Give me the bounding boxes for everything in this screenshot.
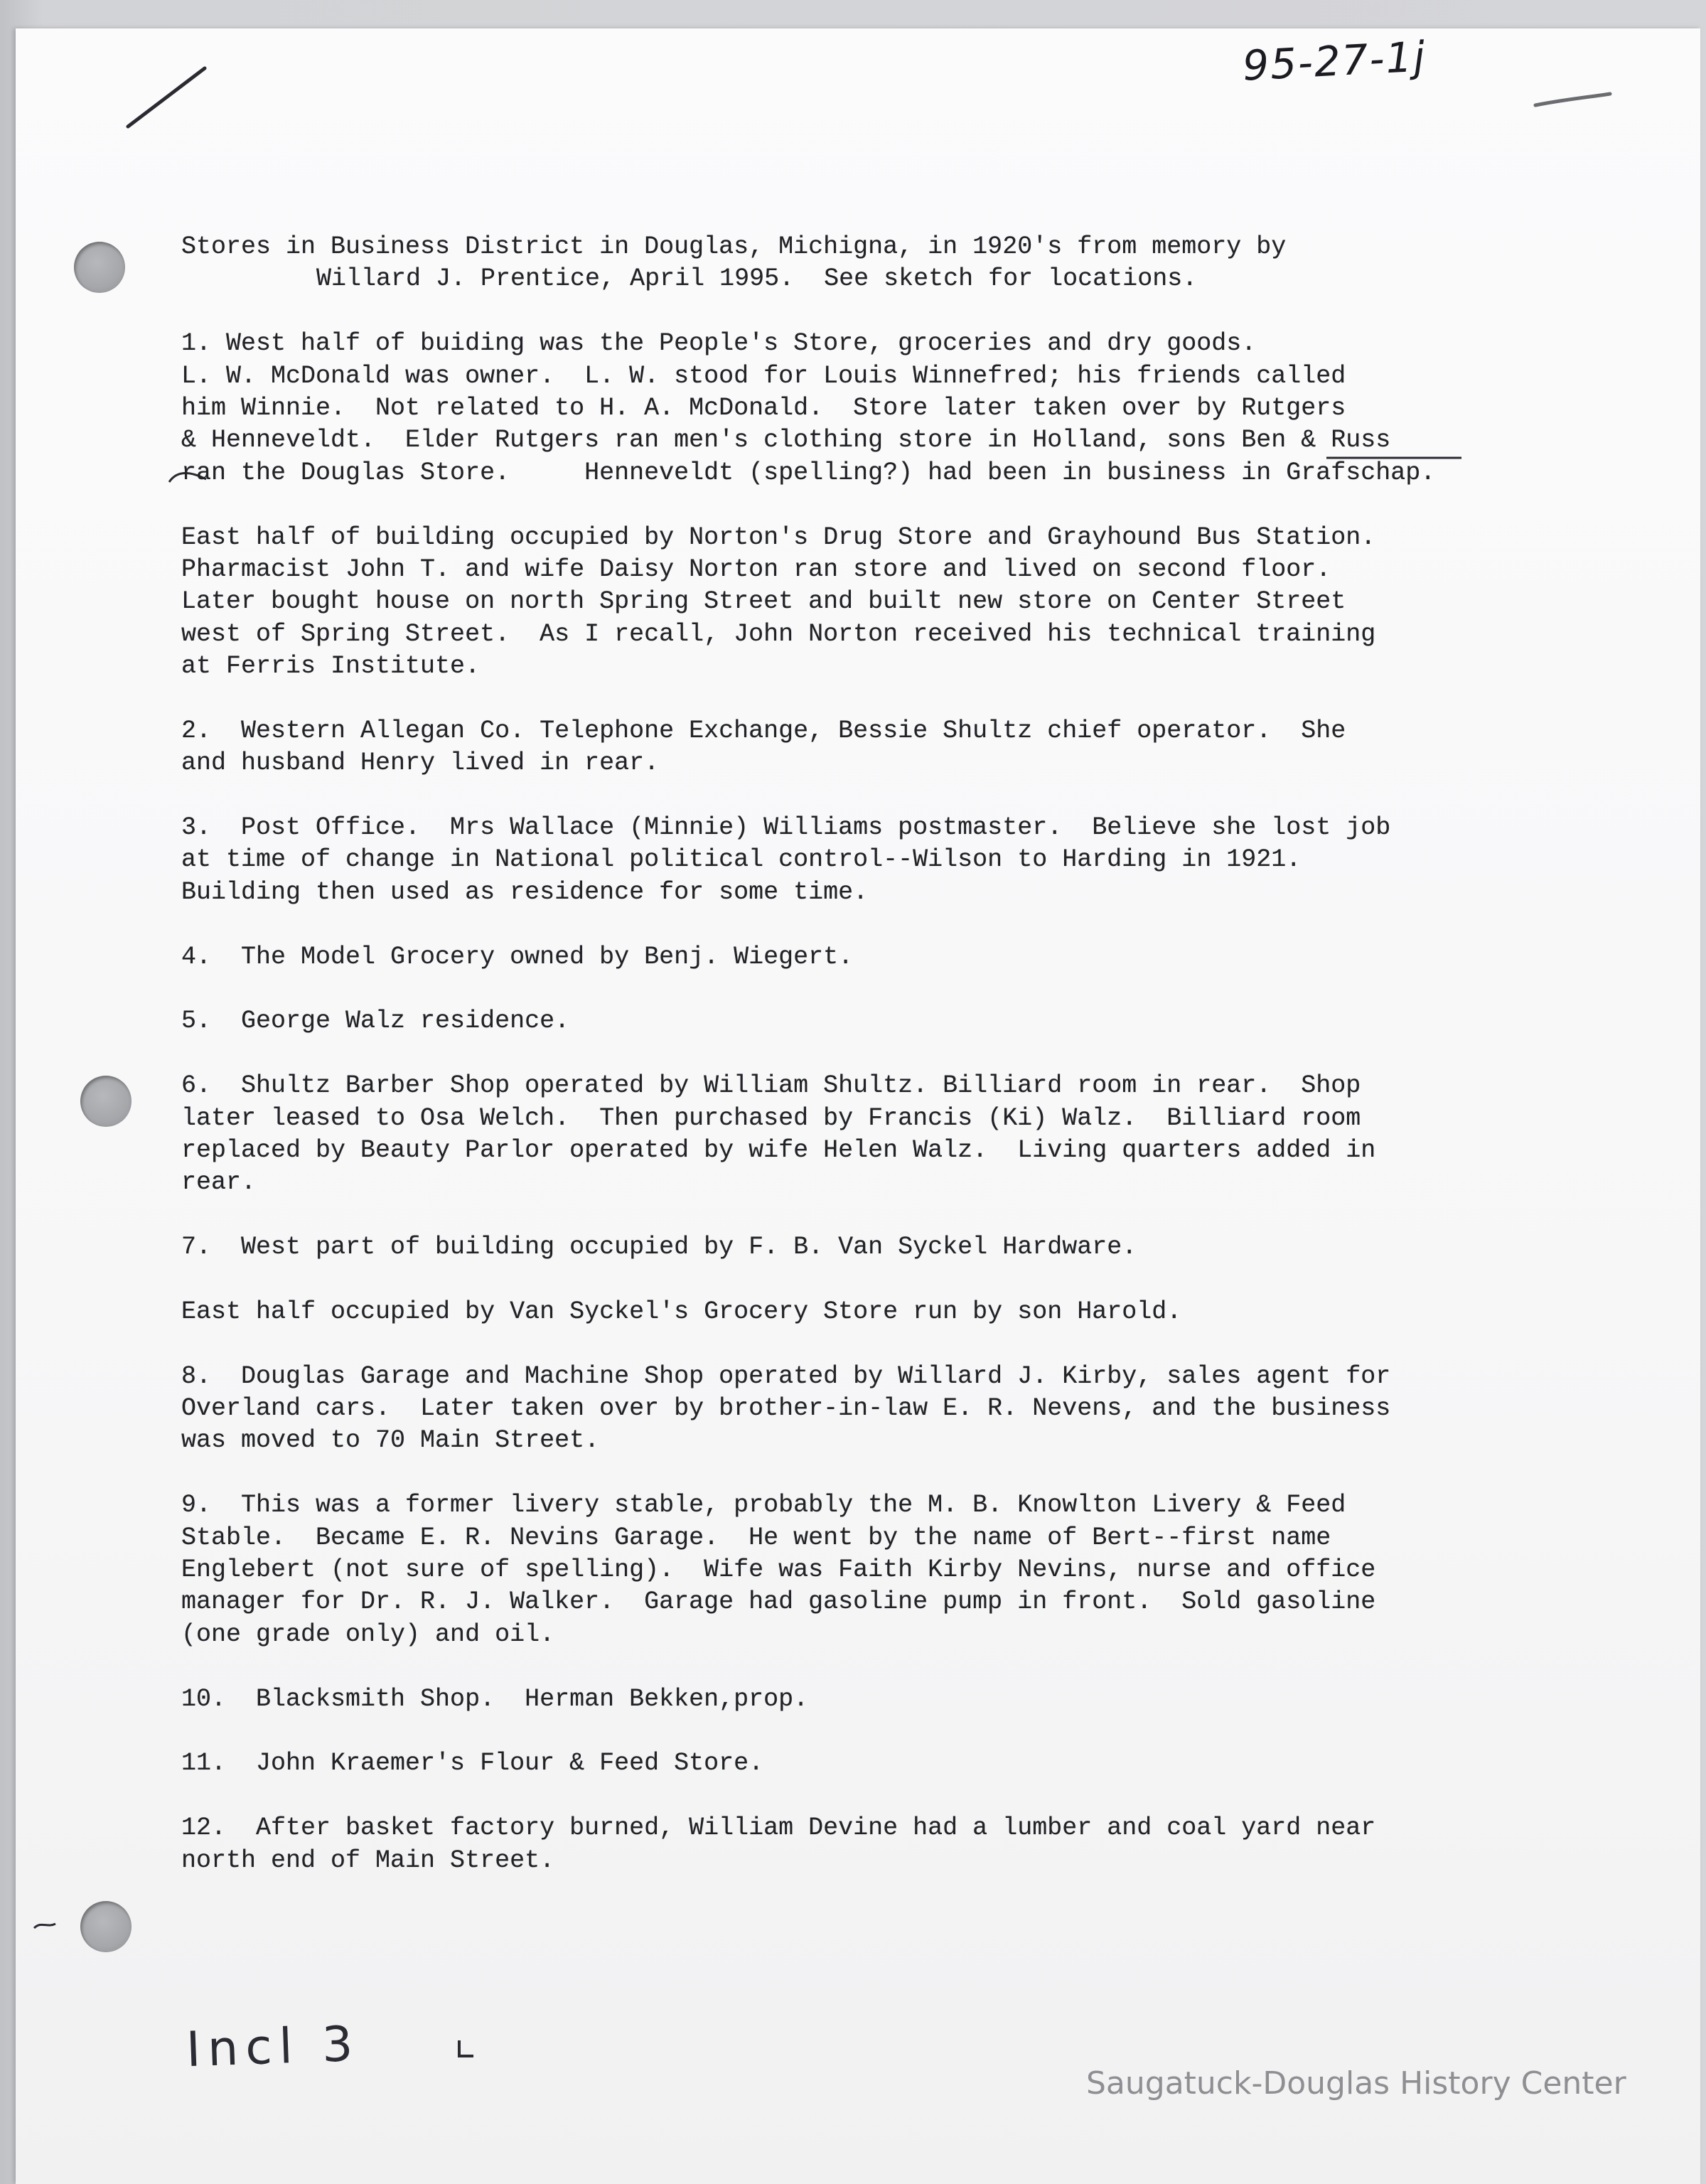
entry-6-line-1: 6. Shultz Barber Shop operated by William Shultz. Billiard room in rear. Shop bbox=[181, 1071, 1361, 1101]
entry-12-line-2: north end of Main Street. bbox=[181, 1846, 555, 1875]
entry-3-line-1: 3. Post Office. Mrs Wallace (Minnie) Williams postmaster. Believe she lost job bbox=[181, 813, 1391, 842]
entry-4-line-1: 4. The Model Grocery owned by Benj. Wiegert. bbox=[181, 942, 854, 971]
entry-1-east bbox=[181, 522, 1567, 683]
entry-7-east bbox=[181, 1296, 1567, 1328]
entry-1-line-5: ran the Douglas Store. Henneveldt (spelling?) had been in business in Grafschap. bbox=[181, 458, 1436, 487]
entry-1-line-2: L. W. McDonald was owner. L. W. stood for Louis Winnefred; his friends called bbox=[181, 361, 1346, 390]
entry-9 bbox=[181, 1489, 1567, 1651]
entry-9-line-5: (one grade only) and oil. bbox=[181, 1620, 555, 1649]
entry-9-line-2: Stable. Became E. R. Nevins Garage. He went by the name of Bert--first name bbox=[181, 1523, 1331, 1552]
entry-9-line-4: manager for Dr. R. J. Walker. Garage had gasoline pump in front. Sold gasoline bbox=[181, 1588, 1376, 1617]
entry-6-line-2: later leased to Osa Welch. Then purchased by Francis (Ki) Walz. Billiard room bbox=[181, 1103, 1361, 1133]
handwritten-L-icon bbox=[459, 2040, 473, 2056]
entry-12 bbox=[181, 1812, 1567, 1877]
handwritten-note: Incl 3 bbox=[185, 2016, 361, 2079]
entry-6-line-3: replaced by Beauty Parlor operated by wife Helen Walz. Living quarters added in bbox=[181, 1135, 1376, 1165]
entry-1-east-line-5: at Ferris Institute. bbox=[181, 652, 481, 681]
entry-1-east-line-4: west of Spring Street. As I recall, John Norton received his technical training bbox=[181, 619, 1376, 648]
entry-1-east-line-1: East half of building occupied by Norton's Drug Store and Grayhound Bus Station. bbox=[181, 523, 1376, 552]
entry-5-line-1: 5. George Walz residence. bbox=[181, 1007, 570, 1036]
title-line-1: Stores in Business District in Douglas, Michigna, in 1920's from memory by bbox=[181, 232, 1287, 261]
title-line-2: Willard J. Prentice, April 1995. See sketch for locations. bbox=[316, 264, 1198, 294]
entry-2 bbox=[181, 715, 1567, 780]
entry-7 bbox=[181, 1231, 1567, 1263]
entry-10-line-1: 10. Blacksmith Shop. Herman Bekken,prop. bbox=[181, 1684, 809, 1713]
entry-6-line-4: rear. bbox=[181, 1168, 257, 1197]
entry-1-line-4: & Henneveldt. Elder Rutgers ran men's clothing store in Holland, sons Ben & Russ bbox=[181, 426, 1391, 455]
entry-1-east-line-2: Pharmacist John T. and wife Daisy Norton ran store and lived on second floor. bbox=[181, 555, 1331, 584]
entry-9-line-3: Englebert (not sure of spelling). Wife was Faith Kirby Nevins, nurse and office bbox=[181, 1556, 1376, 1585]
entry-11 bbox=[181, 1747, 1567, 1779]
entry-7-east-line-1: East half occupied by Van Syckel's Grocery Store run by son Harold. bbox=[181, 1297, 1182, 1326]
entry-8-line-1: 8. Douglas Garage and Machine Shop operated by Willard J. Kirby, sales agent for bbox=[181, 1361, 1391, 1391]
entry-9-line-1: 9. This was a former livery stable, probably the M. B. Knowlton Livery & Feed bbox=[181, 1491, 1346, 1520]
entry-10 bbox=[181, 1684, 1567, 1715]
entry-3-line-2: at time of change in National political control--Wilson to Harding in 1921. bbox=[181, 845, 1302, 874]
slash-mark-icon bbox=[128, 68, 205, 127]
entry-8 bbox=[181, 1361, 1567, 1457]
entry-1-line-3: him Winnie. Not related to H. A. McDonald. Store later taken over by Rutgers bbox=[181, 393, 1346, 422]
document-number: 95-27-1j bbox=[1241, 32, 1428, 90]
entry-2-line-2: and husband Henry lived in rear. bbox=[181, 749, 660, 778]
entry-11-line-1: 11. John Kraemer's Flour & Feed Store. bbox=[181, 1749, 764, 1778]
pencil-smudge-icon bbox=[1535, 94, 1610, 105]
entry-2-line-1: 2. Western Allegan Co. Telephone Exchange, Bessie Shultz chief operator. She bbox=[181, 716, 1346, 745]
archive-watermark: Saugatuck-Douglas History Center bbox=[1086, 2065, 1626, 2102]
entry-8-line-3: was moved to 70 Main Street. bbox=[181, 1426, 600, 1455]
entry-4 bbox=[181, 941, 1567, 973]
entry-5 bbox=[181, 1005, 1567, 1037]
entry-8-line-2: Overland cars. Later taken over by brother-in-law E. R. Nevens, and the business bbox=[181, 1394, 1391, 1423]
entry-3-line-3: Building then used as residence for some time. bbox=[181, 877, 869, 906]
entry-1-line-1: 1. West half of buiding was the People's Store, groceries and dry goods. bbox=[181, 329, 1257, 358]
entry-3 bbox=[181, 812, 1567, 909]
entry-12-line-1: 12. After basket factory burned, William Devine had a lumber and coal yard near bbox=[181, 1814, 1376, 1843]
entry-1 bbox=[181, 328, 1567, 489]
margin-tick-icon bbox=[34, 1924, 55, 1928]
entry-6 bbox=[181, 1070, 1567, 1199]
entry-7-line-1: 7. West part of building occupied by F. B. Van Syckel Hardware. bbox=[181, 1233, 1137, 1262]
typed-text-body bbox=[181, 231, 1567, 1877]
entry-1-east-line-3: Later bought house on north Spring Street and built new store on Center Street bbox=[181, 587, 1346, 616]
